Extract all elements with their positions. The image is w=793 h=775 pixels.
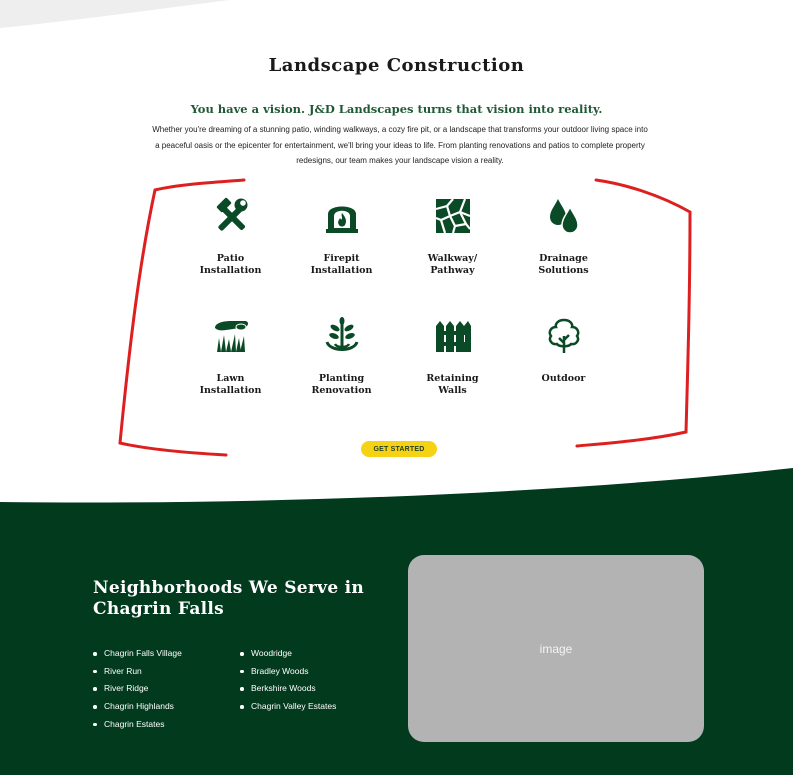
list-item: Bradley Woods [240,663,387,681]
stone-path-icon [432,195,474,237]
service-drainage-solutions[interactable] [508,195,619,291]
fence-wall-icon [432,315,474,357]
service-label: Walkway/ Pathway [427,253,478,276]
seedling-icon [321,315,363,357]
service-label: Retaining Walls [426,373,479,396]
sod-roll-icon [210,315,252,357]
list-item: Chagrin Falls Village [93,645,240,663]
section-description: Whether you're dreaming of a stunning patio, winding walkways, a cozy fire pit, or a landscape that transforms your outdoor living space into a peaceful oasis or the epicenter for entertainment, we'll bring your ideas to life. From planting renovations and patios to complete property redesigns, our team makes your landscape vision a reality. [152,125,648,165]
service-label: Drainage Solutions [538,253,589,276]
tree-icon [543,315,585,357]
service-firepit-installation[interactable] [286,195,397,291]
service-outdoor[interactable] [508,315,619,411]
service-retaining-walls[interactable] [397,315,508,411]
section-title: Landscape Construction [268,55,525,76]
neighborhoods-list [93,645,387,734]
top-decorative-swoosh [0,0,793,40]
water-drops-icon [543,195,585,237]
tagline: You have a vision. J&D Landscapes turns that vision into reality. [190,102,603,116]
get-started-button[interactable]: GET STARTED [361,441,437,457]
service-walkway-pathway[interactable] [397,195,508,291]
service-lawn-installation[interactable] [175,315,286,411]
neighborhoods-title: Neighborhoods We Serve in Chagrin Falls [93,578,365,619]
list-item: Chagrin Estates [93,716,240,734]
list-item: Chagrin Highlands [93,698,240,716]
list-item: Berkshire Woods [240,680,387,698]
neighborhoods-column-2 [240,645,387,734]
list-item: Woodridge [240,645,387,663]
service-label: Patio Installation [199,253,262,276]
tools-icon [210,195,252,237]
image-placeholder-label: image [539,641,573,656]
list-item: River Ridge [93,680,240,698]
service-label: Lawn Installation [199,373,262,396]
firepit-icon [321,195,363,237]
list-item: River Run [93,663,240,681]
service-label: Firepit Installation [310,253,373,276]
service-label: Planting Renovation [311,373,372,396]
neighborhoods-column-1 [93,645,240,734]
service-label: Outdoor [541,373,586,384]
service-planting-renovation[interactable] [286,315,397,411]
services-grid [175,195,620,411]
list-item: Chagrin Valley Estates [240,698,387,716]
image-placeholder [408,555,704,742]
service-patio-installation[interactable] [175,195,286,291]
